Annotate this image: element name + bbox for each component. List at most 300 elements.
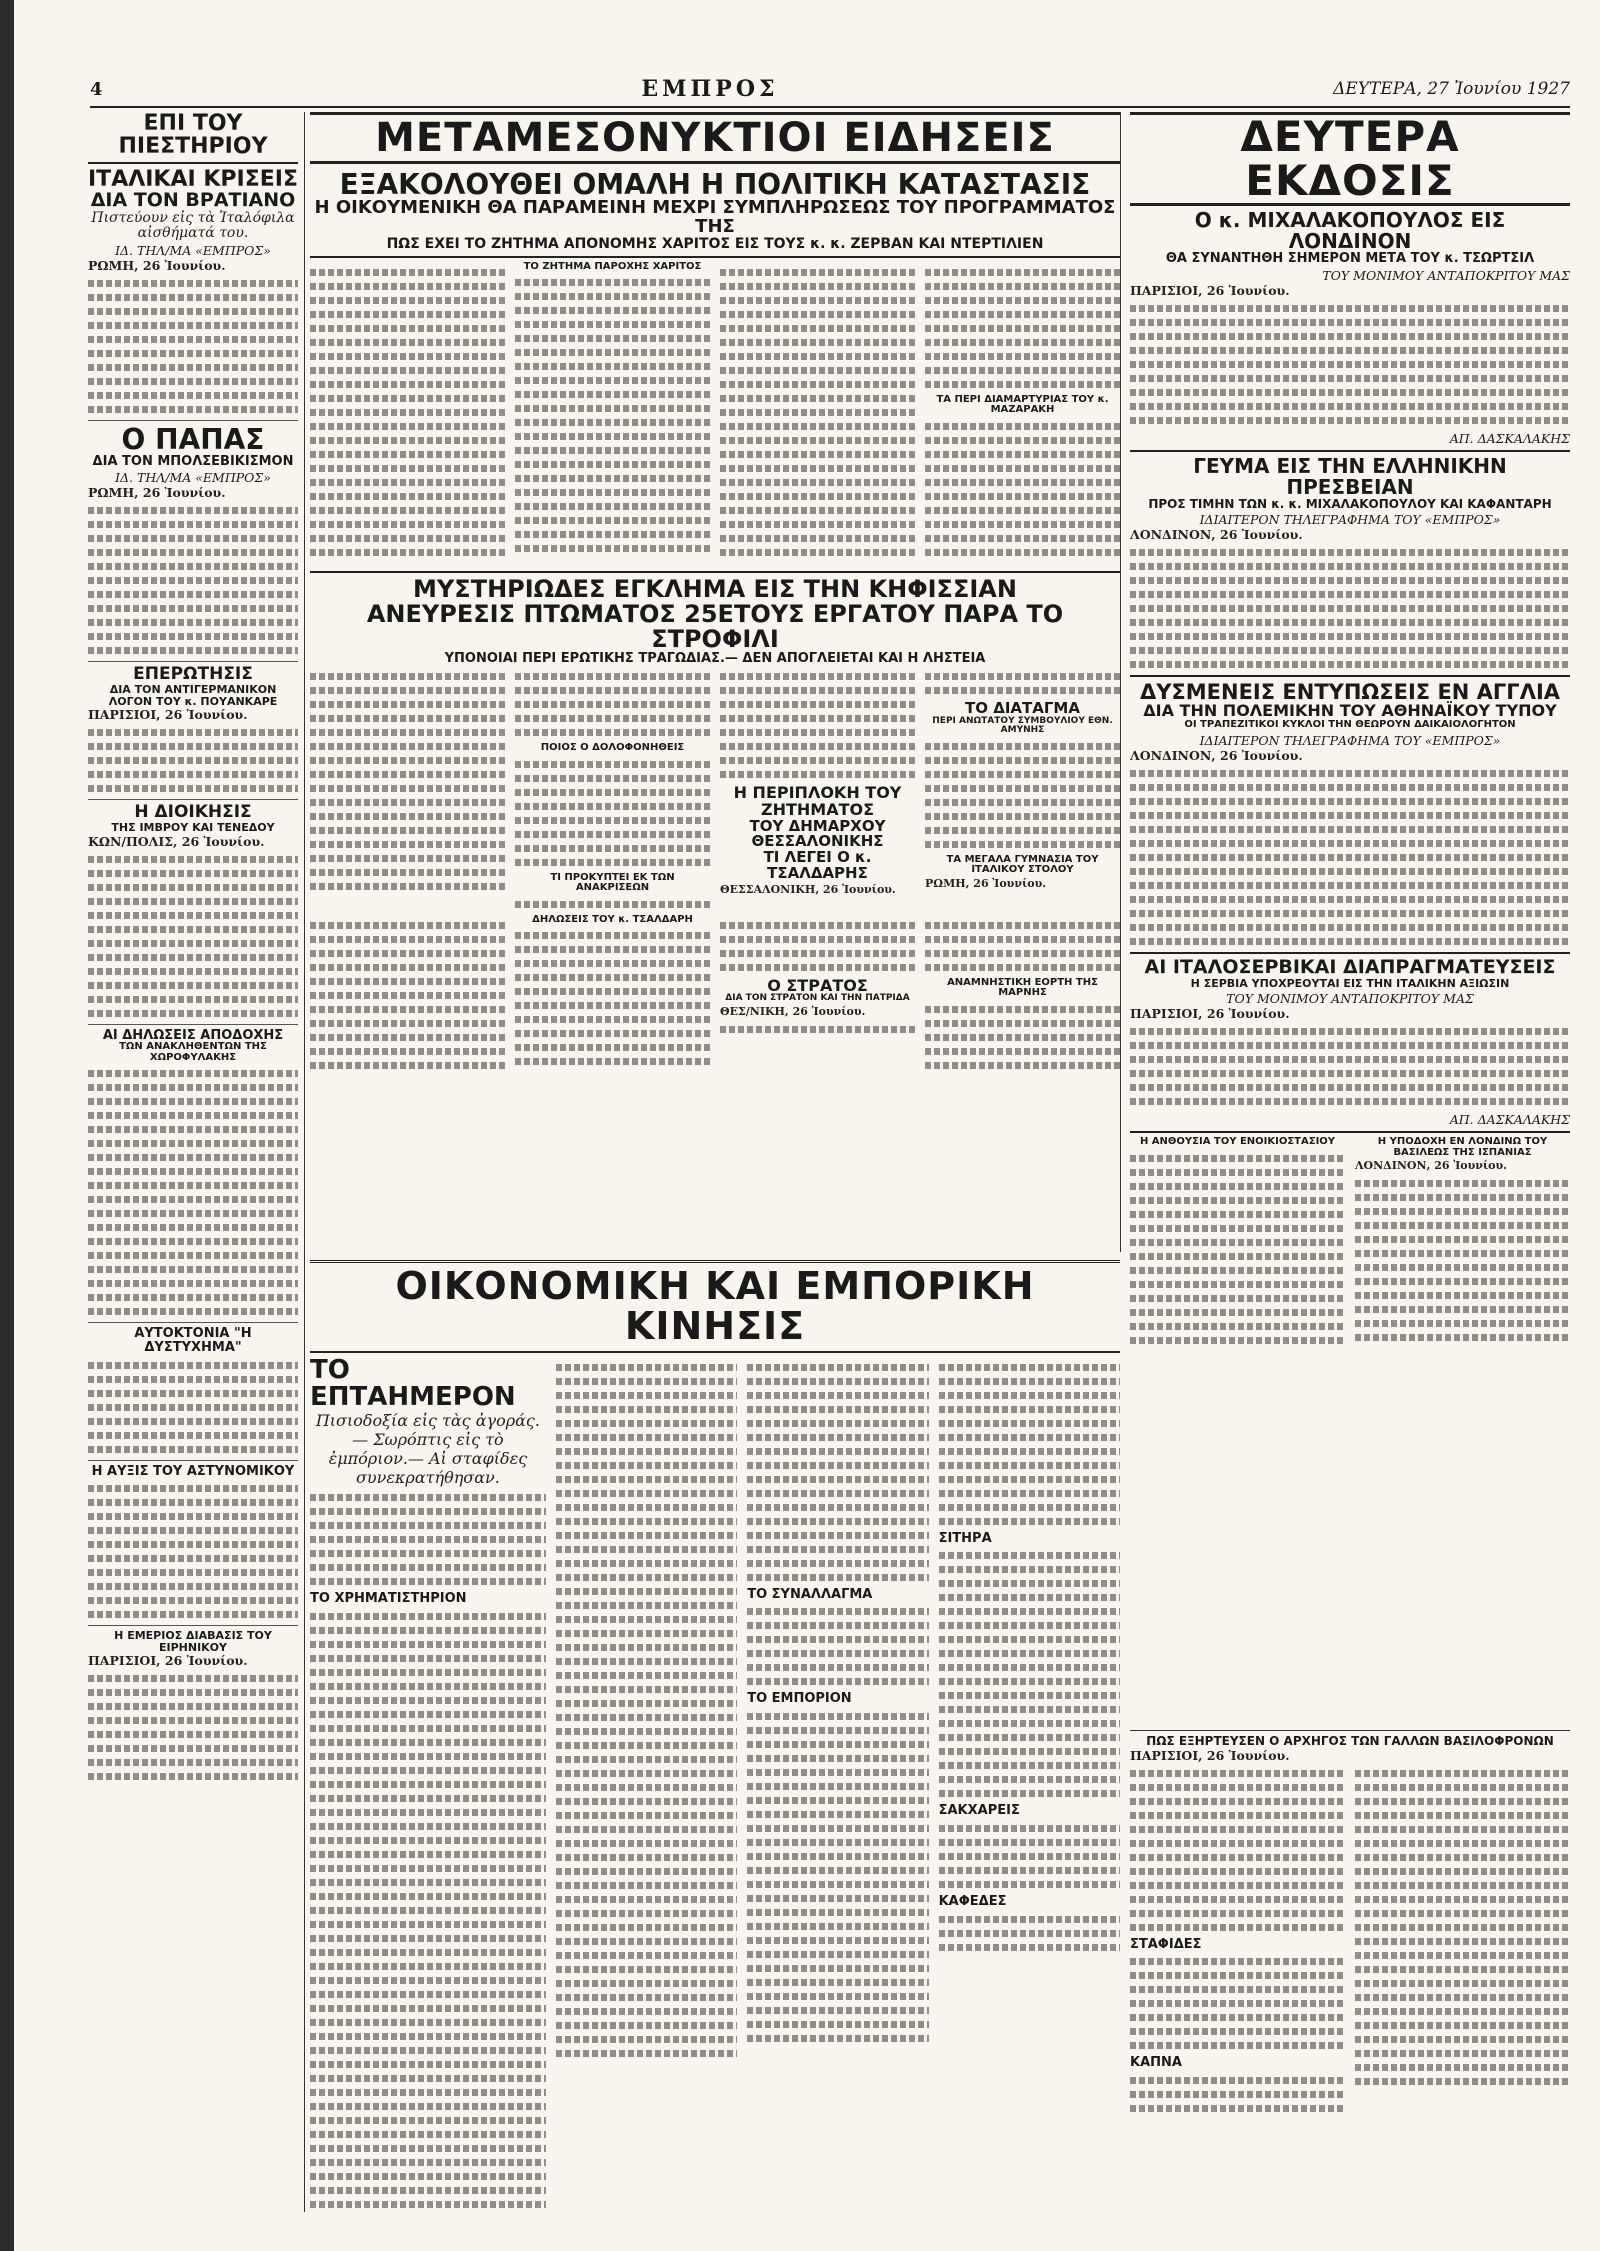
text-line [88, 1224, 298, 1231]
text-line [1355, 1264, 1570, 1271]
text-line [88, 1010, 298, 1017]
text-line [747, 1937, 928, 1944]
text-line [310, 1697, 546, 1704]
divider [88, 1322, 298, 1323]
text-line [1355, 1770, 1570, 1777]
text-line [88, 1376, 298, 1383]
text-line [556, 1616, 737, 1623]
text-line [939, 1790, 1120, 1797]
text-line [1130, 1267, 1345, 1274]
lead-line: ΠΑΡΙΣΙΟΙ, 26 Ἰουνίου. [88, 707, 248, 723]
text-line [1130, 1896, 1345, 1903]
text-line [88, 1210, 298, 1217]
text-line [925, 479, 1120, 486]
lead-line: ΠΑΡΙΣΙΟΙ, 26 Ἰουνίου. [88, 1653, 248, 1669]
text-line [310, 729, 505, 736]
text-line [1355, 2008, 1570, 2015]
text-line [88, 1703, 298, 1710]
text-line [515, 293, 710, 300]
text-line [720, 950, 915, 957]
text-line [310, 423, 505, 430]
text-line [1130, 784, 1570, 791]
text-line [1130, 1239, 1345, 1246]
article-column [556, 1357, 737, 2213]
text-line [1355, 1854, 1570, 1861]
text-line [88, 378, 298, 385]
text-line [88, 1731, 298, 1738]
text-line [1130, 605, 1570, 612]
text-line [88, 1432, 298, 1439]
text-line [515, 775, 710, 782]
embassy-lunch-subheading: ΠΡΟΣ ΤΙΜΗΝ ΤΩΝ κ. κ. ΜΙΧΑΛΑΚΟΠΟΥΛΟΥ ΚΑΙ ΚΑΦΑΝΤΑΡΗ [1148, 496, 1552, 511]
text-line [720, 451, 915, 458]
text-line [515, 789, 710, 796]
text-line [556, 1700, 737, 1707]
text-line [1130, 770, 1570, 777]
text-line [310, 978, 505, 985]
text-line [1130, 2000, 1345, 2007]
text-line [310, 339, 505, 346]
acceptance-subheading: ΤΩΝ ΑΝΑΚΛΗΘΕΝΤΩΝ ΤΗΣ ΧΩΡΟΦΥΛΑΚΗΣ [119, 1041, 267, 1063]
text-line [88, 1168, 298, 1175]
text-line [1130, 1028, 1570, 1035]
text-line [88, 1280, 298, 1287]
text-line [88, 1112, 298, 1119]
text-line [310, 1893, 546, 1900]
divider [1130, 675, 1570, 677]
text-line [747, 1993, 928, 2000]
divider [88, 1625, 298, 1626]
text-line [939, 1518, 1120, 1525]
lead-line: ΚΩΝ/ΠΟΛΙΣ, 26 Ἰουνίου. [88, 833, 265, 849]
text-line [310, 353, 505, 360]
text-line [88, 1196, 298, 1203]
text-line [310, 2033, 546, 2040]
text-line [515, 673, 710, 680]
text-line [310, 1963, 546, 1970]
text-line [747, 1727, 928, 1734]
text-line [88, 392, 298, 399]
text-line [720, 353, 915, 360]
text-line [720, 269, 915, 276]
italo-serbian-heading: ΑΙ ΙΤΑΛΟΣΕΡΒΙΚΑΙ ΔΙΑΠΡΑΓΜΑΤΕΥΣΕΙΣ [1144, 955, 1556, 978]
text-line [556, 1882, 737, 1889]
text-line [556, 1602, 737, 1609]
text-line [1130, 549, 1570, 556]
text-line [310, 1494, 546, 1501]
text-line [1130, 1183, 1345, 1190]
text-line [720, 423, 915, 430]
text-line [310, 715, 505, 722]
text-line [556, 1910, 737, 1917]
text-line [556, 1378, 737, 1385]
tsaldaris-heading: ΤΙ ΛΕΓΕΙ Ο κ. ΤΣΑΛΔΑΡΗΣ [763, 848, 872, 882]
text-line [747, 1622, 928, 1629]
text-line [925, 841, 1120, 848]
text-line [1130, 591, 1570, 598]
text-line [939, 1364, 1120, 1371]
text-line [747, 1378, 928, 1385]
text-line [310, 437, 505, 444]
text-line [515, 461, 710, 468]
text-line [720, 325, 915, 332]
text-line [515, 349, 710, 356]
text-line [1130, 375, 1570, 382]
text-line [310, 1048, 505, 1055]
text-line [925, 757, 1120, 764]
economic-banner: ΟΙΚΟΝΟΜΙΚΗ ΚΑΙ ΕΜΠΟΡΙΚΗ ΚΙΝΗΣΙΣ [395, 1264, 1035, 1348]
text-line [939, 1825, 1120, 1832]
text-line [556, 1448, 737, 1455]
lead-line: ΡΩΜΗ, 26 Ἰουνίου. [925, 876, 1047, 890]
text-line [88, 1266, 298, 1273]
text-line [939, 1930, 1120, 1937]
text-line [925, 687, 1120, 694]
divider [88, 162, 298, 164]
text-line [310, 687, 505, 694]
text-line [310, 1739, 546, 1746]
signature: ΑΠ. ΔΑΣΚΑΛΑΚΗΣ [1449, 1112, 1570, 1128]
text-line [310, 1837, 546, 1844]
text-line [310, 1851, 546, 1858]
article-column [1130, 1137, 1345, 1351]
text-line [556, 1630, 737, 1637]
army-subheading: ΔΙΑ ΤΟΝ ΣΤΡΑΤΟΝ ΚΑΙ ΤΗΝ ΠΑΤΡΙΔΑ [725, 993, 910, 1004]
text-line [310, 2187, 546, 2194]
text-line [925, 1048, 1120, 1055]
text-line [925, 743, 1120, 750]
text-line [720, 465, 915, 472]
text-line [515, 817, 710, 824]
text-line [720, 311, 915, 318]
text-line [939, 1504, 1120, 1511]
text-line [88, 1140, 298, 1147]
text-line [720, 283, 915, 290]
lower-center-columns [310, 915, 1120, 1076]
text-line [310, 2005, 546, 2012]
text-line [720, 535, 915, 542]
text-line [556, 1728, 737, 1735]
text-line [310, 2061, 546, 2068]
bratianu-subtitle: Πιστεύουν εἰς τὰ Ἰταλόφιλα αἰσθήματά του. [91, 210, 295, 242]
bratianu-heading: ΔΙΑ ΤΟΝ ΒΡΑΤΙΑΝΟ [90, 189, 296, 212]
text-line [747, 1867, 928, 1874]
text-line [310, 1865, 546, 1872]
divider [88, 1460, 298, 1461]
text-line [747, 1406, 928, 1413]
text-line [1130, 1337, 1345, 1344]
text-line [939, 1392, 1120, 1399]
text-line [310, 1921, 546, 1928]
text-line [88, 364, 298, 371]
text-line [720, 729, 915, 736]
masthead-title: ΕΜΠΡΟΣ [641, 76, 779, 102]
sugar-heading: ΣΑΚΧΑΡΕΙΣ [938, 1803, 1020, 1819]
text-line [1130, 2105, 1345, 2112]
left-column [88, 112, 305, 2212]
text-line [310, 465, 505, 472]
text-line [310, 1578, 546, 1585]
text-line [747, 1636, 928, 1643]
text-line [1130, 826, 1570, 833]
text-line [747, 1755, 928, 1762]
text-line [1130, 1253, 1345, 1260]
political-situation-heading: ΕΞΑΚΟΛΟΥΘΕΙ ΟΜΑΛΗ Η ΠΟΛΙΤΙΚΗ ΚΑΤΑΣΤΑΣΙΣ [339, 168, 1091, 201]
text-line [925, 1062, 1120, 1069]
divider [88, 420, 298, 421]
text-line [720, 701, 915, 708]
text-line [515, 391, 710, 398]
dateline: ΙΔΙΑΙΤΕΡΟΝ ΤΗΛΕΓΡΑΦΗΜΑ ΤΟΥ «ΕΜΠΡΟΣ» [1199, 732, 1501, 748]
text-line [1130, 661, 1570, 668]
text-line [747, 1909, 928, 1916]
text-line [310, 367, 505, 374]
text-line [939, 1853, 1120, 1860]
text-line [925, 283, 1120, 290]
army-heading: Ο ΣΤΡΑΤΟΣ [767, 975, 868, 995]
text-line [88, 350, 298, 357]
lead-line: ΛΟΝΔΙΝΟΝ, 26 Ἰουνίου. [1130, 527, 1303, 543]
text-line [1130, 633, 1570, 640]
text-line [747, 1923, 928, 1930]
text-line [88, 521, 298, 528]
text-line [310, 701, 505, 708]
text-line [939, 1608, 1120, 1615]
text-line [88, 743, 298, 750]
text-line [925, 922, 1120, 929]
text-line [1130, 1854, 1345, 1861]
text-line [310, 1795, 546, 1802]
issue-date: ΔΕΥΤΕΡΑ, 27 Ἰουνίου 1927 [1333, 79, 1570, 99]
text-line [88, 1252, 298, 1259]
text-line [556, 1840, 737, 1847]
lead-line: ΠΑΡΙΣΙΟΙ, 26 Ἰουνίου. [1130, 282, 1290, 298]
text-line [939, 1916, 1120, 1923]
text-line [1130, 1197, 1345, 1204]
text-line [556, 1924, 737, 1931]
text-line [1130, 1084, 1570, 1091]
text-line [88, 1597, 298, 1604]
text-line [88, 308, 298, 315]
text-line [747, 1532, 928, 1539]
text-line [1130, 1840, 1345, 1847]
text-line [310, 1536, 546, 1543]
text-line [925, 936, 1120, 943]
text-line [310, 1781, 546, 1788]
divider [1130, 450, 1570, 452]
article-column [310, 915, 505, 1076]
text-line [310, 1641, 546, 1648]
text-line [310, 2201, 546, 2208]
text-line [515, 932, 710, 939]
text-line [515, 974, 710, 981]
text-line [556, 1420, 737, 1427]
text-line [1130, 1826, 1345, 1833]
text-line [925, 813, 1120, 820]
text-line [720, 964, 915, 971]
text-line [939, 1678, 1120, 1685]
text-line [1355, 1306, 1570, 1313]
text-line [88, 757, 298, 764]
text-line [310, 855, 505, 862]
text-line [1355, 1278, 1570, 1285]
text-line [310, 2173, 546, 2180]
text-line [925, 950, 1120, 957]
text-line [88, 968, 298, 975]
text-line [556, 1364, 737, 1371]
text-line [310, 1809, 546, 1816]
text-line [515, 447, 710, 454]
text-line [88, 785, 298, 792]
text-line [310, 1683, 546, 1690]
mystery-crime-heading: ΜΥΣΤΗΡΙΩΔΕΣ ΕΓΚΛΗΜΑ ΕΙΣ ΤΗΝ ΚΗΦΙΣΣΙΑΝ [413, 574, 1017, 603]
text-line [556, 1392, 737, 1399]
text-line [720, 339, 915, 346]
text-line [310, 479, 505, 486]
michalakopoulos-heading: Ο κ. ΜΙΧΑΛΑΚΟΠΟΥΛΟΣ ΕΙΣ ΛΟΝΔΙΝΟΝ [1194, 208, 1506, 254]
center-news-block [310, 112, 1121, 1252]
divider [310, 256, 1120, 258]
text-line [747, 1713, 928, 1720]
text-line [1355, 1952, 1570, 1959]
text-line [556, 1966, 737, 1973]
text-line [747, 2007, 928, 2014]
italian-crises-heading: ΙΤΑΛΙΚΑΙ ΚΡΙΣΕΙΣ [88, 167, 298, 193]
text-line [88, 1154, 298, 1161]
text-line [1355, 1910, 1570, 1917]
text-line [310, 1935, 546, 1942]
administration-heading: Η ΔΙΟΙΚΗΣΙΣ [134, 802, 252, 823]
text-line [310, 2145, 546, 2152]
text-line [88, 1446, 298, 1453]
text-line [925, 437, 1120, 444]
text-line [939, 1552, 1120, 1559]
text-line [515, 859, 710, 866]
text-line [939, 1664, 1120, 1671]
text-line [310, 507, 505, 514]
text-line [720, 757, 915, 764]
article-column [925, 666, 1120, 915]
text-line [88, 729, 298, 736]
text-line [556, 1994, 737, 2001]
text-line [88, 1404, 298, 1411]
article-column [1355, 1763, 1570, 2119]
text-line [747, 1664, 928, 1671]
text-line [1130, 1070, 1570, 1077]
text-line [925, 1006, 1120, 1013]
text-line [1355, 1868, 1570, 1875]
text-line [556, 1532, 737, 1539]
text-line [925, 964, 1120, 971]
crime-suspicion-heading: ΥΠΟΝΟΙΑΙ ΠΕΡΙ ΕΡΩΤΙΚΗΣ ΤΡΑΓΩΔΙΑΣ.— ΔΕΝ ΑΠΟΓΛΕΙΕΤΑΙ ΚΑΙ Η ΛΗΣΤΕΙΑ [444, 651, 986, 667]
text-line [556, 1896, 737, 1903]
text-line [1355, 1840, 1570, 1847]
text-line [556, 1504, 737, 1511]
text-line [310, 922, 505, 929]
text-line [1355, 1980, 1570, 1987]
text-line [310, 1522, 546, 1529]
text-line [1355, 1250, 1570, 1257]
text-line [747, 1434, 928, 1441]
text-line [720, 479, 915, 486]
text-line [310, 1006, 505, 1013]
economic-section [310, 1260, 1120, 2213]
text-line [88, 647, 298, 654]
text-line [88, 1527, 298, 1534]
text-line [720, 549, 915, 556]
text-line [88, 1390, 298, 1397]
text-line [747, 1518, 928, 1525]
text-line [1130, 2014, 1345, 2021]
text-line [88, 1689, 298, 1696]
mayor-heading: ΤΟΥ ΔΗΜΑΡΧΟΥ ΘΕΣΣΑΛΟΝΙΚΗΣ [749, 816, 886, 851]
text-line [925, 269, 1120, 276]
text-line [310, 1564, 546, 1571]
text-line [1355, 2022, 1570, 2029]
text-line [925, 535, 1120, 542]
text-line [1130, 333, 1570, 340]
text-line [556, 1462, 737, 1469]
text-line [1355, 2036, 1570, 2043]
text-line [310, 311, 505, 318]
text-line [556, 2036, 737, 2043]
text-line [310, 2075, 546, 2082]
text-line [1130, 854, 1570, 861]
text-line [1130, 2077, 1345, 2084]
lead-line: ΠΑΡΙΣΙΟΙ, 26 Ἰουνίου. [1130, 1747, 1290, 1763]
text-line [925, 799, 1120, 806]
text-line [925, 521, 1120, 528]
text-line [1130, 1056, 1570, 1063]
text-line [88, 1759, 298, 1766]
text-line [310, 1991, 546, 1998]
text-line [310, 1655, 546, 1662]
article-column [515, 262, 710, 563]
text-line [88, 898, 298, 905]
text-line [925, 367, 1120, 374]
text-line [515, 1002, 710, 1009]
text-line [88, 507, 298, 514]
text-line [720, 936, 915, 943]
text-line [515, 419, 710, 426]
text-line [1355, 1292, 1570, 1299]
text-line [310, 813, 505, 820]
pope-subheading: ΔΙΑ ΤΟΝ ΜΠΟΛΣΕΒΙΚΙΣΜΟΝ [92, 453, 294, 469]
dateline: ΤΟΥ ΜΟΝΙΜΟΥ ΑΝΤΑΠΟΚΡΙΤΟΥ ΜΑΣ [1322, 267, 1570, 283]
pardon-subheading: ΤΟ ΖΗΤΗΜΑ ΠΑΡΟΧΗΣ ΧΑΡΙΤΟΣ [523, 260, 702, 272]
text-line [747, 2021, 928, 2028]
dateline: ΙΔ. ΤΗΛ/ΜΑ «ΕΜΠΡΟΣ» [115, 243, 271, 259]
text-line [1130, 798, 1570, 805]
text-line [1130, 305, 1570, 312]
text-line [556, 1952, 737, 1959]
text-line [1130, 1295, 1345, 1302]
text-line [556, 1406, 737, 1413]
right-split [1130, 1137, 1570, 1351]
coffee-heading: ΚΑΦΕΔΕΣ [938, 1894, 1007, 1910]
text-line [1355, 1994, 1570, 2001]
text-line [515, 377, 710, 384]
text-line [1130, 882, 1570, 889]
text-line [747, 1678, 928, 1685]
text-line [88, 1084, 298, 1091]
text-line [747, 1490, 928, 1497]
text-line [556, 1854, 737, 1861]
serbia-subheading: Η ΣΕΡΒΙΑ ΥΠΟΧΡΕΟΥΤΑΙ ΕΙΣ ΤΗΝ ΙΤΑΛΙΚΗΝ ΑΞΙΩΣΙΝ [1190, 976, 1510, 990]
text-line [720, 743, 915, 750]
divider [310, 571, 1120, 573]
text-line [310, 1508, 546, 1515]
